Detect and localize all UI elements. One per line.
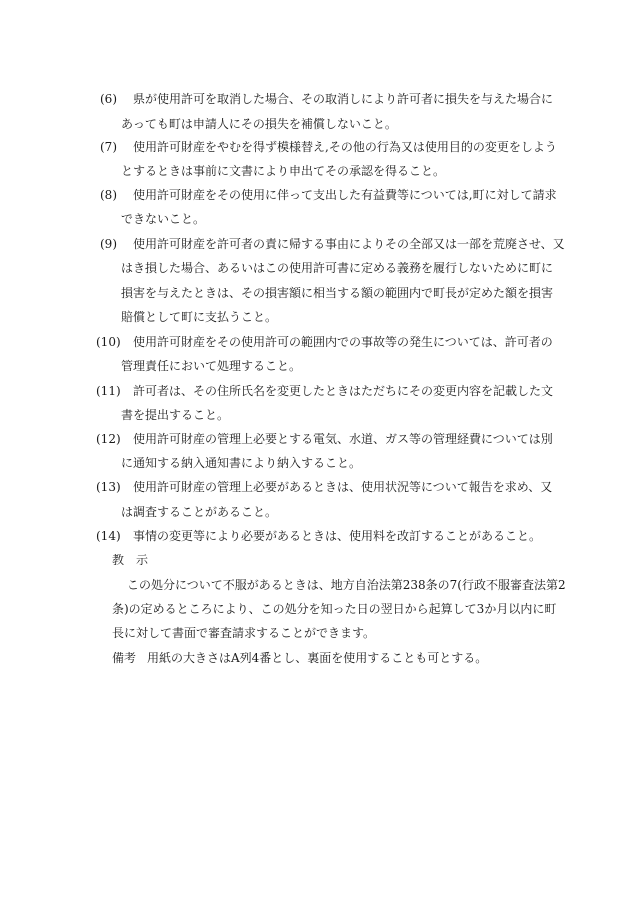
item-6-line-1: 県が使用許可を取消した場合、その取消しにより許可者に損失を与えた場合に [133, 92, 554, 106]
item-9-line-3: 損害を与えたときは、その損害額に相当する額の範囲内で町長が定めた額を損害 [121, 286, 554, 300]
item-9-line-4: 賠償として町に支払うこと。 [121, 310, 278, 324]
item-7-line-2: とするときは事前に文書により申出てその承認を得ること。 [121, 164, 446, 178]
item-11-number: (11) [96, 384, 121, 398]
item-9-line-2: はき損した場合、あるいはこの使用許可書に定める義務を履行しないために町に [121, 261, 554, 275]
remarks-label: 備考 [112, 651, 137, 665]
item-6-line-2: あっても町は申請人にその損失を補償しないこと。 [121, 117, 397, 131]
item-14-number: (14) [96, 529, 121, 543]
item-11-line-1: 許可者は、その住所氏名を変更したときはただちにその変更内容を記載した文 [133, 384, 554, 398]
notice-heading: 教 示 [112, 553, 149, 567]
item-7-number: (7) [100, 140, 117, 154]
item-8-line-1: 使用許可財産をその使用に伴って支出した有益費等については,町に対して請求 [133, 188, 557, 202]
item-9-line-1: 使用許可財産を許可者の責に帰する事由によりその全部又は一部を荒廃させ、又 [133, 237, 565, 251]
item-13-line-1: 使用許可財産の管理上必要があるときは、使用状況等について報告を求め、又 [133, 480, 553, 494]
item-10-line-2: 管理責任において処理すること。 [121, 359, 302, 373]
item-13-line-2: は調査することがあること。 [121, 505, 278, 519]
item-13-number: (13) [96, 480, 121, 494]
item-8-number: (8) [100, 188, 117, 202]
item-6-number: (6) [100, 92, 117, 106]
item-10-number: (10) [96, 335, 121, 349]
remarks-text: 用紙の大きさはA列4番とし、裏面を使用することも可とする。 [147, 651, 488, 665]
item-9-number: (9) [100, 237, 117, 251]
item-7-line-1: 使用許可財産をやむを得ず模様替え,その他の行為又は使用目的の変更をしよう [133, 140, 557, 154]
notice-line-2: 条)の定めるところにより、この処分を知った日の翌日から起算して3か月以内に町 [112, 602, 557, 616]
item-14-line-1: 事情の変更等により必要があるときは、使用料を改訂することがあること。 [133, 529, 542, 543]
item-8-line-2: できないこと。 [121, 212, 206, 226]
item-12-number: (12) [96, 432, 121, 446]
item-12-line-2: に通知する納入通知書により納入すること。 [121, 456, 362, 470]
item-10-line-1: 使用許可財産をその使用許可の範囲内での事故等の発生については、許可者の [133, 335, 553, 349]
notice-line-3: 長に対して書面で審査請求することができます。 [112, 626, 376, 640]
notice-line-1: この処分について不服があるときは、地方自治法第238条の7(行政不服審査法第2 [127, 578, 566, 592]
item-12-line-1: 使用許可財産の管理上必要とする電気、水道、ガス等の管理経費については別 [133, 432, 553, 446]
item-11-line-2: 書を提出すること。 [121, 408, 230, 422]
